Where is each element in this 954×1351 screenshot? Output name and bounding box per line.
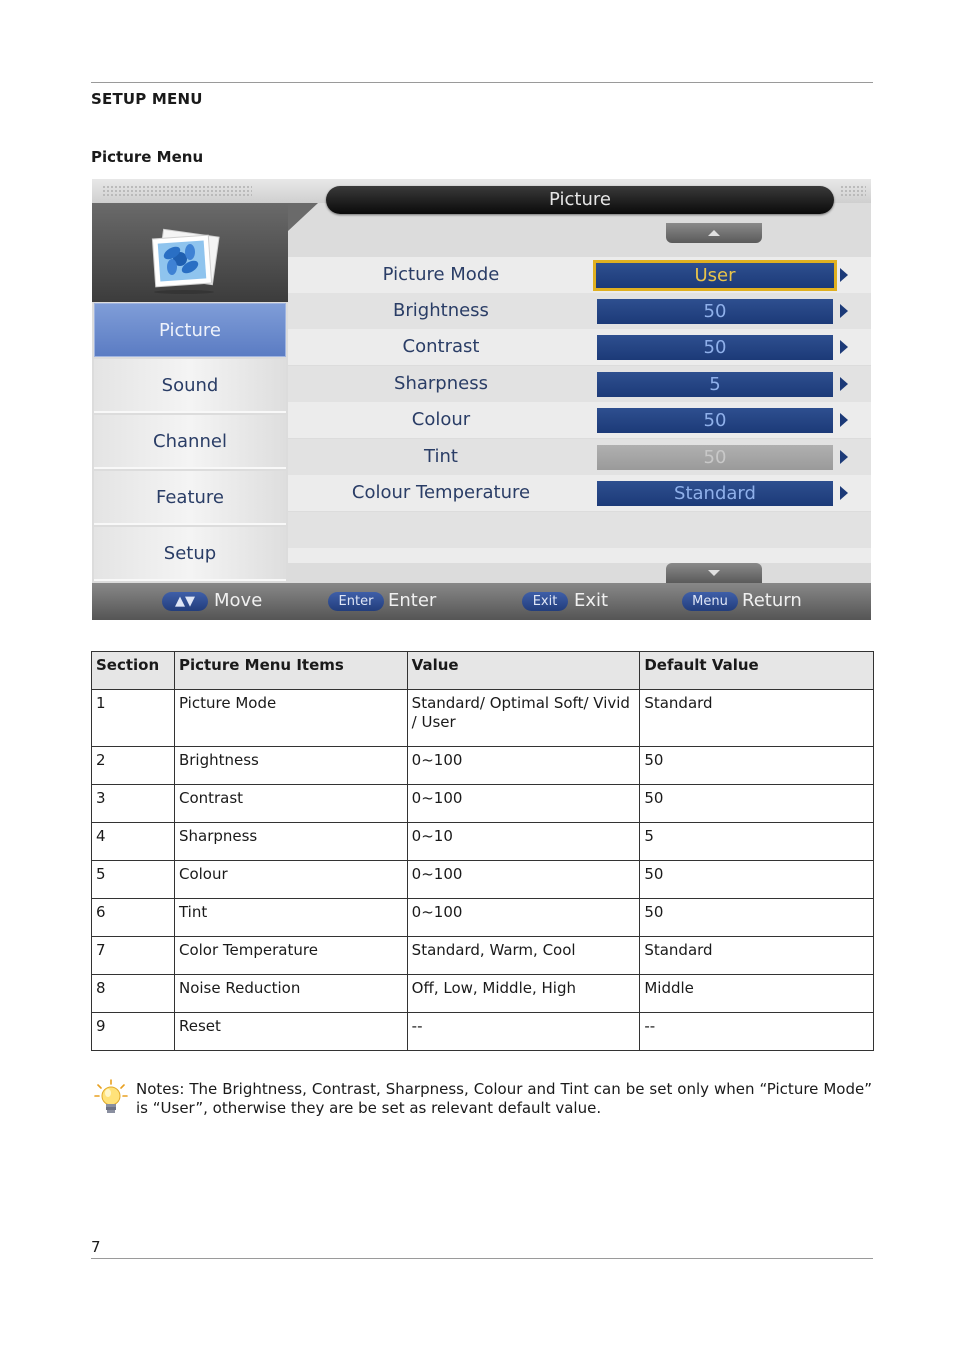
osd-title: Picture [326,186,834,214]
notes-text: Notes: The Brightness, Contrast, Sharpness, Colour and Tint can be set only when “Picture Mode” is “User”, otherwise they are be set as relevant default value. [136,1080,872,1117]
move-key-icon: ▲▼ [162,592,208,611]
osd-sidebar-feature[interactable]: Feature [94,471,286,525]
table-cell: 50 [640,899,874,937]
table-cell: Standard/ Optimal Soft/ Vivid / User [407,690,640,747]
table-cell: Sharpness [174,823,407,861]
right-arrow-icon[interactable] [840,450,848,464]
enter-key-icon: Enter [328,592,384,611]
table-cell: 8 [92,975,175,1013]
table-row [92,1013,874,1051]
right-arrow-icon[interactable] [840,268,848,282]
section-title: SETUP MENU [91,90,203,108]
lightbulb-icon [94,1079,128,1117]
table-cell: Standard [640,690,874,747]
table-row [92,747,874,785]
right-arrow-icon[interactable] [840,413,848,427]
table-cell: Off, Low, Middle, High [407,975,640,1013]
osd-row-picture-mode[interactable] [288,257,871,293]
table-row [92,861,874,899]
table-cell: Colour [174,861,407,899]
picture-menu-table [91,651,874,1051]
osd-row-brightness[interactable] [288,293,871,329]
bottom-rule [91,1258,873,1259]
top-rule [91,82,873,83]
osd-item-value[interactable]: User [593,260,837,291]
osd-sidebar-channel[interactable]: Channel [94,415,286,469]
right-arrow-icon[interactable] [840,486,848,500]
header-default: Default Value [640,652,874,690]
osd-sidebar-picture[interactable]: Picture [94,303,286,357]
table-row [92,823,874,861]
osd-footer-bar [92,583,871,620]
osd-settings-panel [288,219,871,583]
exit-hint: Exit [574,590,609,611]
table-row [92,690,874,747]
table-cell: 0~100 [407,899,640,937]
table-cell: 50 [640,747,874,785]
table-cell: 5 [640,823,874,861]
osd-item-label: Brightness [393,300,489,321]
osd-item-label: Picture Mode [382,264,500,285]
enter-hint: Enter [388,590,437,611]
osd-category-icon-panel [92,203,288,302]
return-hint: Return [742,590,802,611]
table-row [92,785,874,823]
right-arrow-icon[interactable] [840,340,848,354]
table-cell: Standard [640,937,874,975]
osd-item-value[interactable]: 50 [597,445,833,470]
header-section: Section [92,652,175,690]
exit-key-icon: Exit [522,592,568,611]
osd-item-label: Colour [411,409,471,430]
table-cell: Picture Mode [174,690,407,747]
table-cell: 50 [640,861,874,899]
right-arrow-icon[interactable] [840,377,848,391]
header-items: Picture Menu Items [174,652,407,690]
osd-row-tint[interactable] [288,439,871,475]
osd-item-value[interactable]: 50 [597,299,833,324]
table-cell: -- [407,1013,640,1051]
table-cell: Middle [640,975,874,1013]
osd-row-empty [288,548,871,563]
table-cell: Reset [174,1013,407,1051]
scroll-down-arrow-icon[interactable] [666,563,762,583]
osd-item-label: Tint [424,446,458,467]
table-cell: 9 [92,1013,175,1051]
table-cell: Color Temperature [174,937,407,975]
osd-item-value[interactable]: 50 [597,335,833,360]
table-cell: 50 [640,785,874,823]
right-arrow-icon[interactable] [840,304,848,318]
table-cell: 4 [92,823,175,861]
header-value: Value [407,652,640,690]
osd-item-label: Contrast [402,336,480,357]
osd-item-value[interactable]: 50 [597,408,833,433]
table-cell: 5 [92,861,175,899]
table-row [92,975,874,1013]
table-cell: Contrast [174,785,407,823]
osd-row-colour-temperature[interactable] [288,475,871,511]
table-cell: Standard, Warm, Cool [407,937,640,975]
osd-sidebar-sound[interactable]: Sound [94,359,286,413]
osd-row-colour[interactable] [288,402,871,438]
table-cell: 3 [92,785,175,823]
move-hint: Move [214,590,263,611]
table-header-row [92,652,874,690]
osd-item-label: Colour Temperature [351,482,531,503]
table-row [92,937,874,975]
table-row [92,899,874,937]
osd-sidebar-setup[interactable]: Setup [94,527,286,581]
table-cell: 7 [92,937,175,975]
subsection-title: Picture Menu [91,148,204,166]
osd-item-label: Sharpness [394,373,488,394]
table-cell: 6 [92,899,175,937]
osd-screenshot [92,179,871,620]
table-cell: 2 [92,747,175,785]
table-cell: 1 [92,690,175,747]
osd-item-value[interactable]: Standard [597,481,833,506]
table-cell: 0~100 [407,861,640,899]
table-cell: 0~100 [407,785,640,823]
picture-icon [150,225,226,295]
page-number: 7 [91,1238,101,1256]
table-cell: 0~100 [407,747,640,785]
table-cell: 0~10 [407,823,640,861]
menu-key-icon: Menu [682,592,738,611]
scroll-up-arrow-icon[interactable] [666,223,762,243]
table-cell: Brightness [174,747,407,785]
osd-row-empty [288,512,871,548]
osd-row-sharpness[interactable] [288,366,871,402]
table-cell: Tint [174,899,407,937]
osd-row-contrast[interactable] [288,329,871,365]
table-cell: -- [640,1013,874,1051]
table-cell: Noise Reduction [174,975,407,1013]
osd-item-value[interactable]: 5 [597,372,833,397]
